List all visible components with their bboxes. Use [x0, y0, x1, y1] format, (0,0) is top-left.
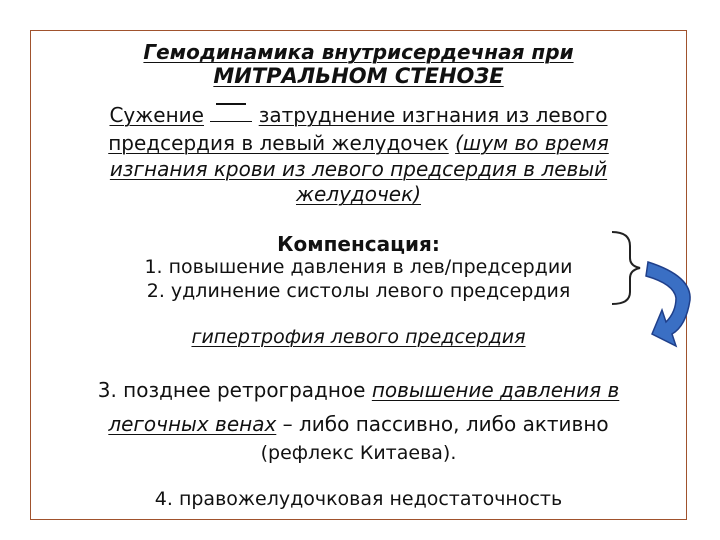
narrowing-word: Сужение: [109, 103, 204, 127]
item3-reflex: (рефлекс Китаева).: [260, 442, 457, 464]
item4-text: 4. правожелудочковая недостаточность: [154, 488, 563, 510]
title-text-1: Гемодинамика внутрисердечная при: [143, 40, 574, 64]
intro-paren-start: (шум во время: [455, 131, 609, 155]
title-text-2: МИТРАЛЬНОМ СТЕНОЗЕ: [213, 64, 504, 88]
compensation-item-2-text: 2. удлинение систолы левого предсердия: [146, 280, 571, 302]
item3-rest: – либо пассивно, либо активно: [282, 412, 609, 436]
intro-text-4: желудочек): [295, 182, 421, 206]
compensation-item-1-text: 1. повышение давления в лев/предсердии: [144, 256, 573, 278]
item3-prefix: 3. позднее ретроградное: [97, 378, 366, 402]
item3-pressure: повышение давления в: [371, 378, 620, 402]
right-brace-icon: [612, 232, 640, 304]
compensation-heading-text: Компенсация:: [277, 232, 440, 256]
curved-arrow-icon: [646, 262, 690, 346]
item3-veins: легочных венах: [108, 412, 277, 436]
intro-text-3: изгнания крови из левого предсердия в левый: [109, 157, 608, 181]
hypertrophy-text: гипертрофия левого предсердия: [191, 326, 526, 348]
intro-text-2: предсердия в левый желудочек: [108, 131, 449, 155]
intro-text-1: затруднение изгнания из левого: [258, 103, 608, 127]
